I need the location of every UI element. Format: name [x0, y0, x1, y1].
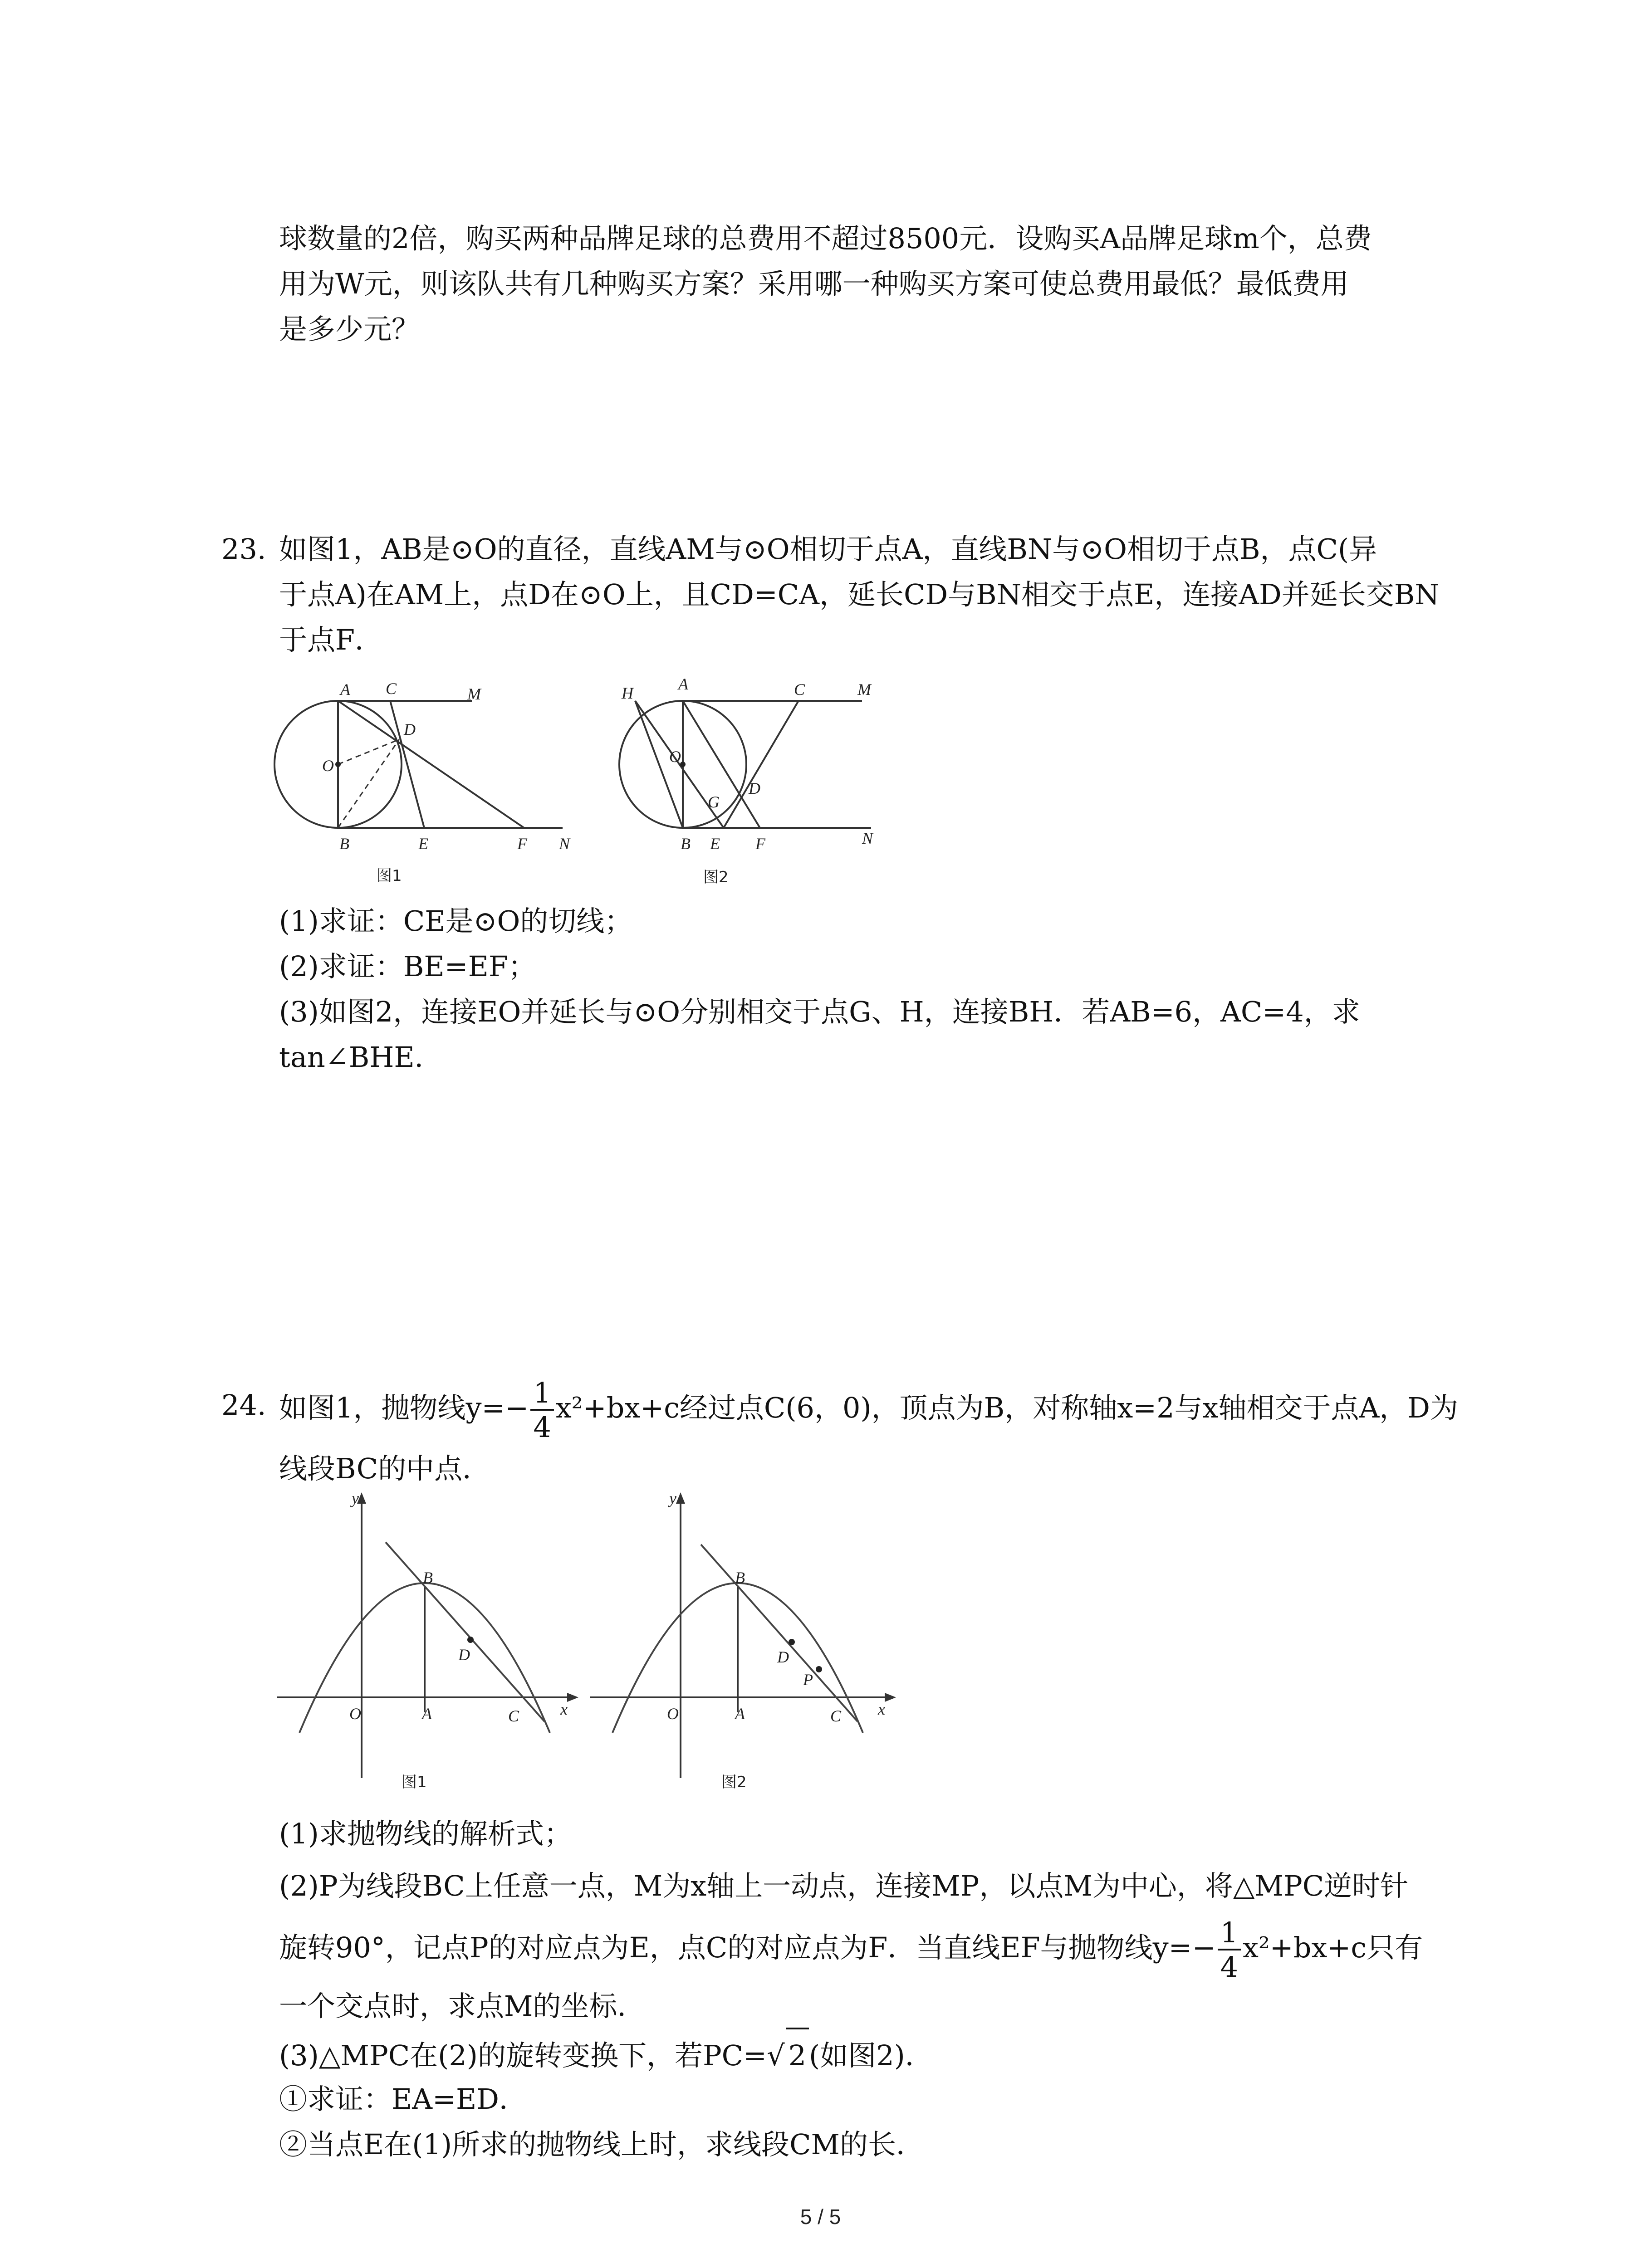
q24-figure-1 — [277, 1488, 585, 1807]
q24f2-label-c: C — [830, 1707, 842, 1725]
q24f1-label-a: A — [422, 1705, 432, 1723]
q23-part-2: (2)求证：BE=EF； — [279, 950, 536, 983]
fig2-label-f: F — [755, 835, 765, 853]
q24-p2b-frac-num: 1 — [1218, 1919, 1241, 1950]
q24f1-label-b: B — [423, 1569, 433, 1587]
fig2-label-m: M — [857, 680, 871, 699]
fig2-label-b: B — [681, 835, 691, 853]
fig2-label-n: N — [862, 829, 873, 847]
q24-fig2-caption: 图2 — [721, 1773, 747, 1791]
q24-line-2: 线段BC的中点． — [279, 1452, 491, 1485]
fig1-label-e: E — [418, 835, 428, 853]
q24-frac-num: 1 — [530, 1379, 554, 1411]
fig1-label-f: F — [517, 835, 527, 853]
q24f1-label-x: x — [560, 1700, 568, 1718]
q24-p3-pre: (3)△MPC在(2)的旋转变换下，若PC= — [279, 2039, 767, 2072]
q24-frac-den: 4 — [533, 1411, 551, 1444]
q24f2-label-d: D — [777, 1648, 789, 1666]
q24-part-2b — [279, 1916, 1468, 1984]
fig2-label-h: H — [622, 684, 633, 702]
fig2-label-e: E — [710, 835, 720, 853]
q24f1-label-y: y — [352, 1489, 359, 1507]
q23-number: 23. — [221, 533, 266, 566]
q24f2-label-a: A — [735, 1705, 745, 1723]
q24-p2b-frac-den: 4 — [1220, 1950, 1238, 1984]
fig2-label-c: C — [794, 680, 805, 699]
q22-line-1: 球数量的2倍，购买两种品牌足球的总费用不超过8500元．设购买A品牌足球m个，总费 — [279, 222, 1372, 255]
fig1-label-n: N — [559, 835, 570, 853]
fig1-label-o: O — [322, 757, 334, 775]
q23-part-3a: (3)如图2，连接EO并延长与⊙O分别相交于点G、H，连接BH．若AB=6，AC=4，求 — [279, 995, 1360, 1028]
fig1-label-m: M — [467, 685, 481, 703]
q24-p2b-pre: 旋转90°，记点P的对应点为E，点C的对应点为F．当直线EF与抛物线y=− — [279, 1931, 1216, 1965]
q24-p3-sqrt: 2 — [786, 2028, 809, 2082]
q24-number: 24. — [221, 1388, 266, 1422]
q23-line-3: 于点F． — [279, 623, 383, 656]
q24-p2b-post: x²+bx+c只有 — [1242, 1931, 1423, 1965]
q23-figure-2 — [603, 662, 912, 891]
q24-p3-post: (如图2)． — [809, 2039, 933, 2072]
q23-part-3b: tan∠BHE． — [279, 1041, 443, 1074]
fig1-label-d: D — [404, 720, 416, 738]
q24f2-label-p: P — [803, 1671, 813, 1689]
fig2-label-d: D — [749, 779, 760, 797]
q23-line-1: 如图1，AB是⊙O的直径，直线AM与⊙O相切于点A，直线BN与⊙O相切于点B，点C(异 — [279, 533, 1377, 566]
q24-fig1-caption: 图1 — [402, 1773, 427, 1791]
q24f2-label-y: y — [669, 1489, 676, 1507]
q24-part-2c: 一个交点时，求点M的坐标． — [279, 1989, 646, 2023]
q24f1-label-o: O — [349, 1705, 361, 1723]
fig1-label-c: C — [386, 679, 397, 698]
fig2-label-g: G — [708, 793, 720, 811]
q24f1-label-d: D — [458, 1646, 470, 1664]
fig2-label-a: A — [678, 675, 688, 693]
q23-fig2-caption: 图2 — [703, 868, 729, 886]
q24-part-3i: ①求证：EA=ED． — [279, 2082, 527, 2116]
fig1-label-b: B — [339, 835, 349, 853]
q24-line1-post: x²+bx+c经过点C(6，0)，顶点为B，对称轴x=2与x轴相交于点A，D为 — [555, 1391, 1459, 1425]
q24f2-label-x: x — [878, 1700, 885, 1718]
q23-fig1-caption: 图1 — [377, 867, 402, 885]
q24-part-1: (1)求抛物线的解析式； — [279, 1817, 572, 1850]
q23-line-2: 于点A)在AM上，点D在⊙O上，且CD=CA，延长CD与BN相交于点E，连接AD并延长交BN — [279, 578, 1440, 611]
q24-p2b-fraction — [1218, 1916, 1241, 1984]
q24f2-label-b: B — [735, 1569, 745, 1587]
q23-figure-1 — [272, 671, 590, 891]
fig1-label-a: A — [340, 680, 350, 699]
fig2-label-o: O — [669, 748, 681, 766]
q24-line1-pre: 如图1，抛物线y=− — [279, 1391, 529, 1425]
q22-line-2: 用为W元，则该队共有几种购买方案？采用哪一种购买方案可使总费用最低？最低费用 — [279, 267, 1349, 300]
q24f2-label-o: O — [667, 1705, 679, 1723]
q24f1-label-c: C — [508, 1707, 519, 1725]
q23-part-1: (1)求证：CE是⊙O的切线； — [279, 904, 633, 938]
q24-part-2a: (2)P为线段BC上任意一点，M为x轴上一动点，连接MP，以点M为中心，将△MPC逆时针 — [279, 1869, 1409, 1902]
q24-figure-2 — [590, 1488, 907, 1807]
sqrt-sign: √ — [767, 2039, 785, 2072]
page-number: 5 / 5 — [800, 2205, 841, 2229]
q24-line-1 — [279, 1376, 1468, 1444]
q22-line-3: 是多少元？ — [279, 313, 420, 346]
q24-fraction — [530, 1376, 554, 1444]
q24-part-3ii: ②当点E在(1)所求的抛物线上时，求线段CM的长． — [279, 2128, 925, 2161]
